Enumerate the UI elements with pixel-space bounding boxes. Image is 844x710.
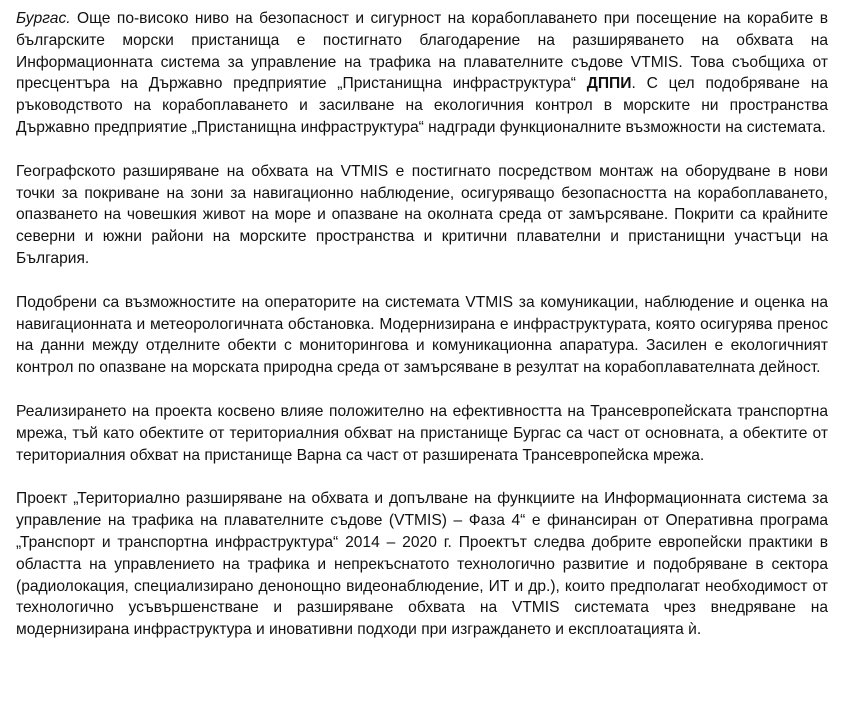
dateline: Бургас. [16,10,71,27]
paragraph-1-text-a: Още по-високо ниво на безопасност и сигурност на корабоплаването при посещение на корабите в българските морски пристанища е постигнато благодарение на разширяването на обхвата на Информационната система за управление на трафика на плавателните съдове VTMIS. Това съобщиха от пресцентъра на Държавно предприятие „Пристанищна инфраструктура“ [16,10,828,93]
paragraph-5: Проект „Териториално разширяване на обхвата и допълване на функциите на Информационната система за управление на трафика на плавателните съдове (VTMIS) – Фаза 4“ е финансиран от Оперативна програма „Транспорт и транспортна инфраструктура“ 2014 – 2020 г. Проектът следва добрите европейски практики в областта на управлението на трафика и непрекъснатото технологично развитие и подобряване в сектора (радиолокация, специализирано денонощно видеонаблюдение, ИТ и др.), които предполагат необходимост от технологично усъвършенстване и разширяване обхвата на VTMIS системата чрез внедряване на модернизирана инфраструктура и иновативни подходи при изграждането и експлоатацията ѝ. [16,490,828,639]
paragraph-1-text-b: . С цел подобряване на ръководството на корабоплаването и засилване на екологичния контрол в морските ни пространства Държавно предприятие „Пристанищна инфраструктура“ надгради функционалните възможности на системата. [16,75,828,136]
paragraph-2: Географското разширяване на обхвата на VTMIS е постигнато посредством монтаж на оборудване в нови точки за покриване на зони за навигационно наблюдение, осигуряващо безопасността на корабоплаването, опазването на човешкия живот на море и опазване на околната среда от замърсяване. Покрити са крайните северни и южни райони на морските пространства и критични плавателни и пристанищни участъци на България. [16,162,828,267]
abbreviation-dppi: ДППИ [586,75,632,93]
paragraph-3: Подобрени са възможностите на операторите на системата VTMIS за комуникации, наблюдение и оценка на навигационната и метеорологичната обстановка. Модернизирана е инфраструктурата, която осигурява пренос на данни между отделните обекти с мониторингова и комуникационна апаратура. Засилен е екологичният контрол по опазване на морската природна среда от замърсяване в резултат на корабоплавателната дейност. [16,293,828,377]
paragraph-4: Реализирането на проекта косвено влияе положително на ефективността на Трансевропейската транспортна мрежа, тъй като обектите от териториалния обхват на пристанище Бургас са част от основната, а обектите от териториалния обхват на пристанище Варна са част от разширената Трансевропейска мрежа. [16,402,828,464]
paragraph-1 [16,8,828,139]
